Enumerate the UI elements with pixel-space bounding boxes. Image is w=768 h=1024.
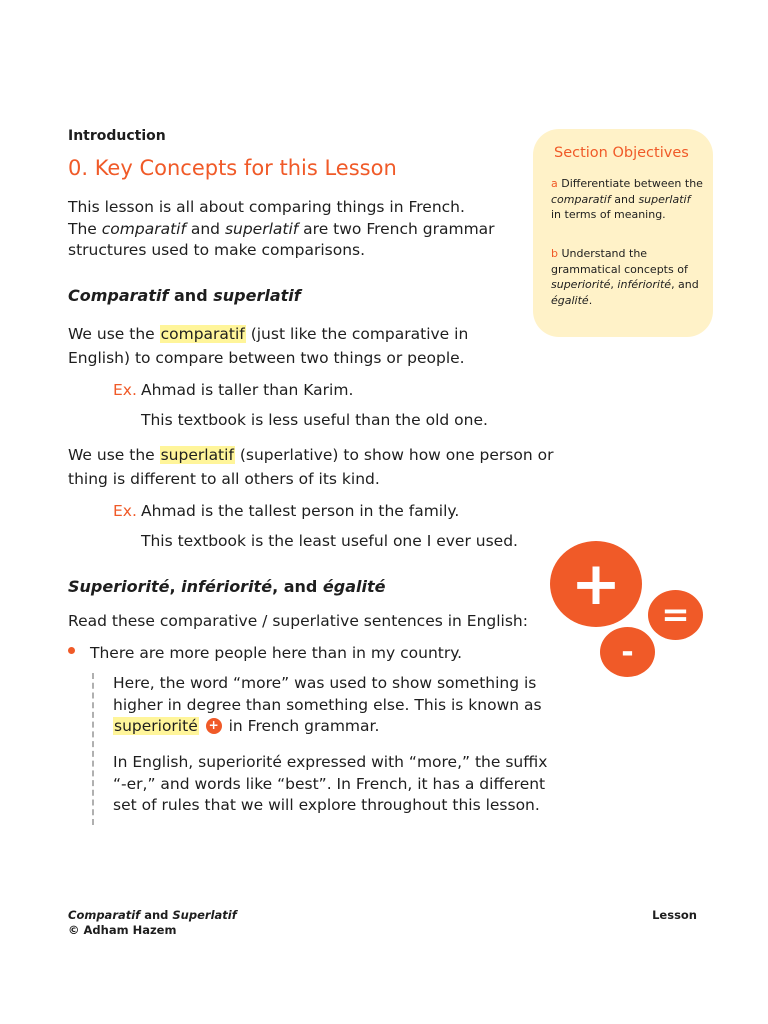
intro-line3: structures used to make comparisons.	[68, 241, 366, 259]
example1-sentence-a: Ahmad is taller than Karim.	[141, 381, 354, 399]
objective-a-term1: comparatif	[551, 192, 611, 206]
section-label: Introduction	[68, 128, 166, 144]
example1-label: Ex.	[113, 381, 137, 399]
intro-term-comparatif: comparatif	[101, 219, 186, 238]
objective-b-term1: superiorité	[551, 278, 611, 291]
p1-highlight: comparatif	[160, 325, 245, 343]
objective-a	[551, 176, 703, 223]
objectives-box	[533, 129, 713, 337]
plus-icon: +	[206, 718, 222, 734]
example2-sentence-b: This textbook is the least useful one I ever used.	[141, 532, 518, 550]
section2-heading-term3: égalité	[322, 577, 386, 596]
quote-bar	[92, 673, 94, 825]
objectives-title: Section Objectives	[554, 145, 689, 161]
objective-b-term3: égalité	[551, 293, 589, 307]
bullet-dot	[68, 647, 75, 654]
equals-circle-icon: =	[648, 590, 703, 640]
objective-a-letter: a	[551, 177, 558, 190]
intro-paragraph	[68, 197, 513, 262]
objective-b-sep2: , and	[671, 278, 699, 291]
quote-paragraph-2: In English, superiorité expressed with “more,” the suffix “-er,” and words like “best”. In French, it has a different set of rules that we will explore throughout this lesson.	[113, 753, 548, 814]
p2-suffix: (superlative) to show how one person or thing is different to all others of its kind.	[68, 446, 554, 488]
q1-text: Here, the word “more” was used to show something is higher in degree than something else. This is known as	[113, 674, 542, 714]
plus-circle-icon: +	[550, 541, 642, 627]
footer-lesson-label: Lesson	[652, 908, 697, 922]
q1-highlight: superiorité	[114, 717, 198, 735]
objective-b-text: Understand the grammatical concepts of	[551, 247, 688, 276]
footer-title-term1: Comparatif	[68, 908, 141, 922]
bullet-sentence: There are more people here than in my country.	[90, 644, 463, 662]
section1-heading-term2: superlatif	[213, 286, 301, 305]
section2-intro: Read these comparative / superlative sentences in English:	[68, 612, 528, 630]
footer-title-and: and	[140, 908, 173, 922]
objective-a-text: Differentiate between the	[557, 177, 703, 190]
page-title: 0. Key Concepts for this Lesson	[68, 156, 397, 180]
section2-heading-sep2: , and	[272, 577, 323, 596]
section2-heading-sep1: ,	[169, 577, 182, 596]
p2-highlight: superlatif	[160, 446, 234, 464]
objective-a-text3: in terms of meaning.	[551, 208, 666, 221]
footer-title-term2: Superlatif	[172, 908, 237, 922]
section1-heading-term1: Comparatif	[68, 286, 169, 305]
example1-sentence-b: This textbook is less useful than the old one.	[141, 411, 488, 429]
intro-line2-mid: and	[185, 219, 225, 238]
objective-a-term2: superlatif	[638, 192, 691, 206]
minus-circle-icon: -	[600, 627, 655, 677]
example2-sentence-a: Ahmad is the tallest person in the family.	[141, 502, 460, 520]
intro-line1: This lesson is all about comparing things in French.	[68, 198, 465, 216]
section2-heading-term2: infériorité	[181, 577, 273, 596]
footer-left	[68, 908, 237, 937]
p1-prefix: We use the	[68, 325, 160, 343]
section2-heading	[68, 577, 386, 596]
objective-b-sep1: ,	[610, 278, 618, 291]
section1-heading-and: and	[168, 286, 214, 305]
intro-line2-suffix: are two French grammar	[298, 219, 495, 238]
p1-suffix: (just like the comparative in English) to compare between two things or people.	[68, 325, 469, 367]
q1-suffix: in French grammar.	[223, 717, 380, 735]
section1-heading	[68, 286, 301, 305]
comparatif-paragraph	[68, 322, 488, 370]
objective-b	[551, 246, 703, 308]
section2-heading-term1: Superiorité	[68, 577, 170, 596]
intro-term-superlatif: superlatif	[224, 219, 299, 238]
intro-line2-prefix: The	[68, 219, 102, 238]
objective-b-term2: infériorité	[617, 278, 672, 291]
footer-copyright: © Adham Hazem	[68, 922, 177, 937]
objective-b-end: .	[588, 293, 593, 307]
objective-b-letter: b	[551, 247, 558, 260]
example2-label: Ex.	[113, 502, 137, 520]
footer-title	[68, 908, 237, 923]
superlatif-paragraph	[68, 443, 563, 491]
p2-prefix: We use the	[68, 446, 160, 464]
objective-a-text2: and	[610, 192, 639, 206]
quote-paragraph-1	[113, 673, 558, 738]
